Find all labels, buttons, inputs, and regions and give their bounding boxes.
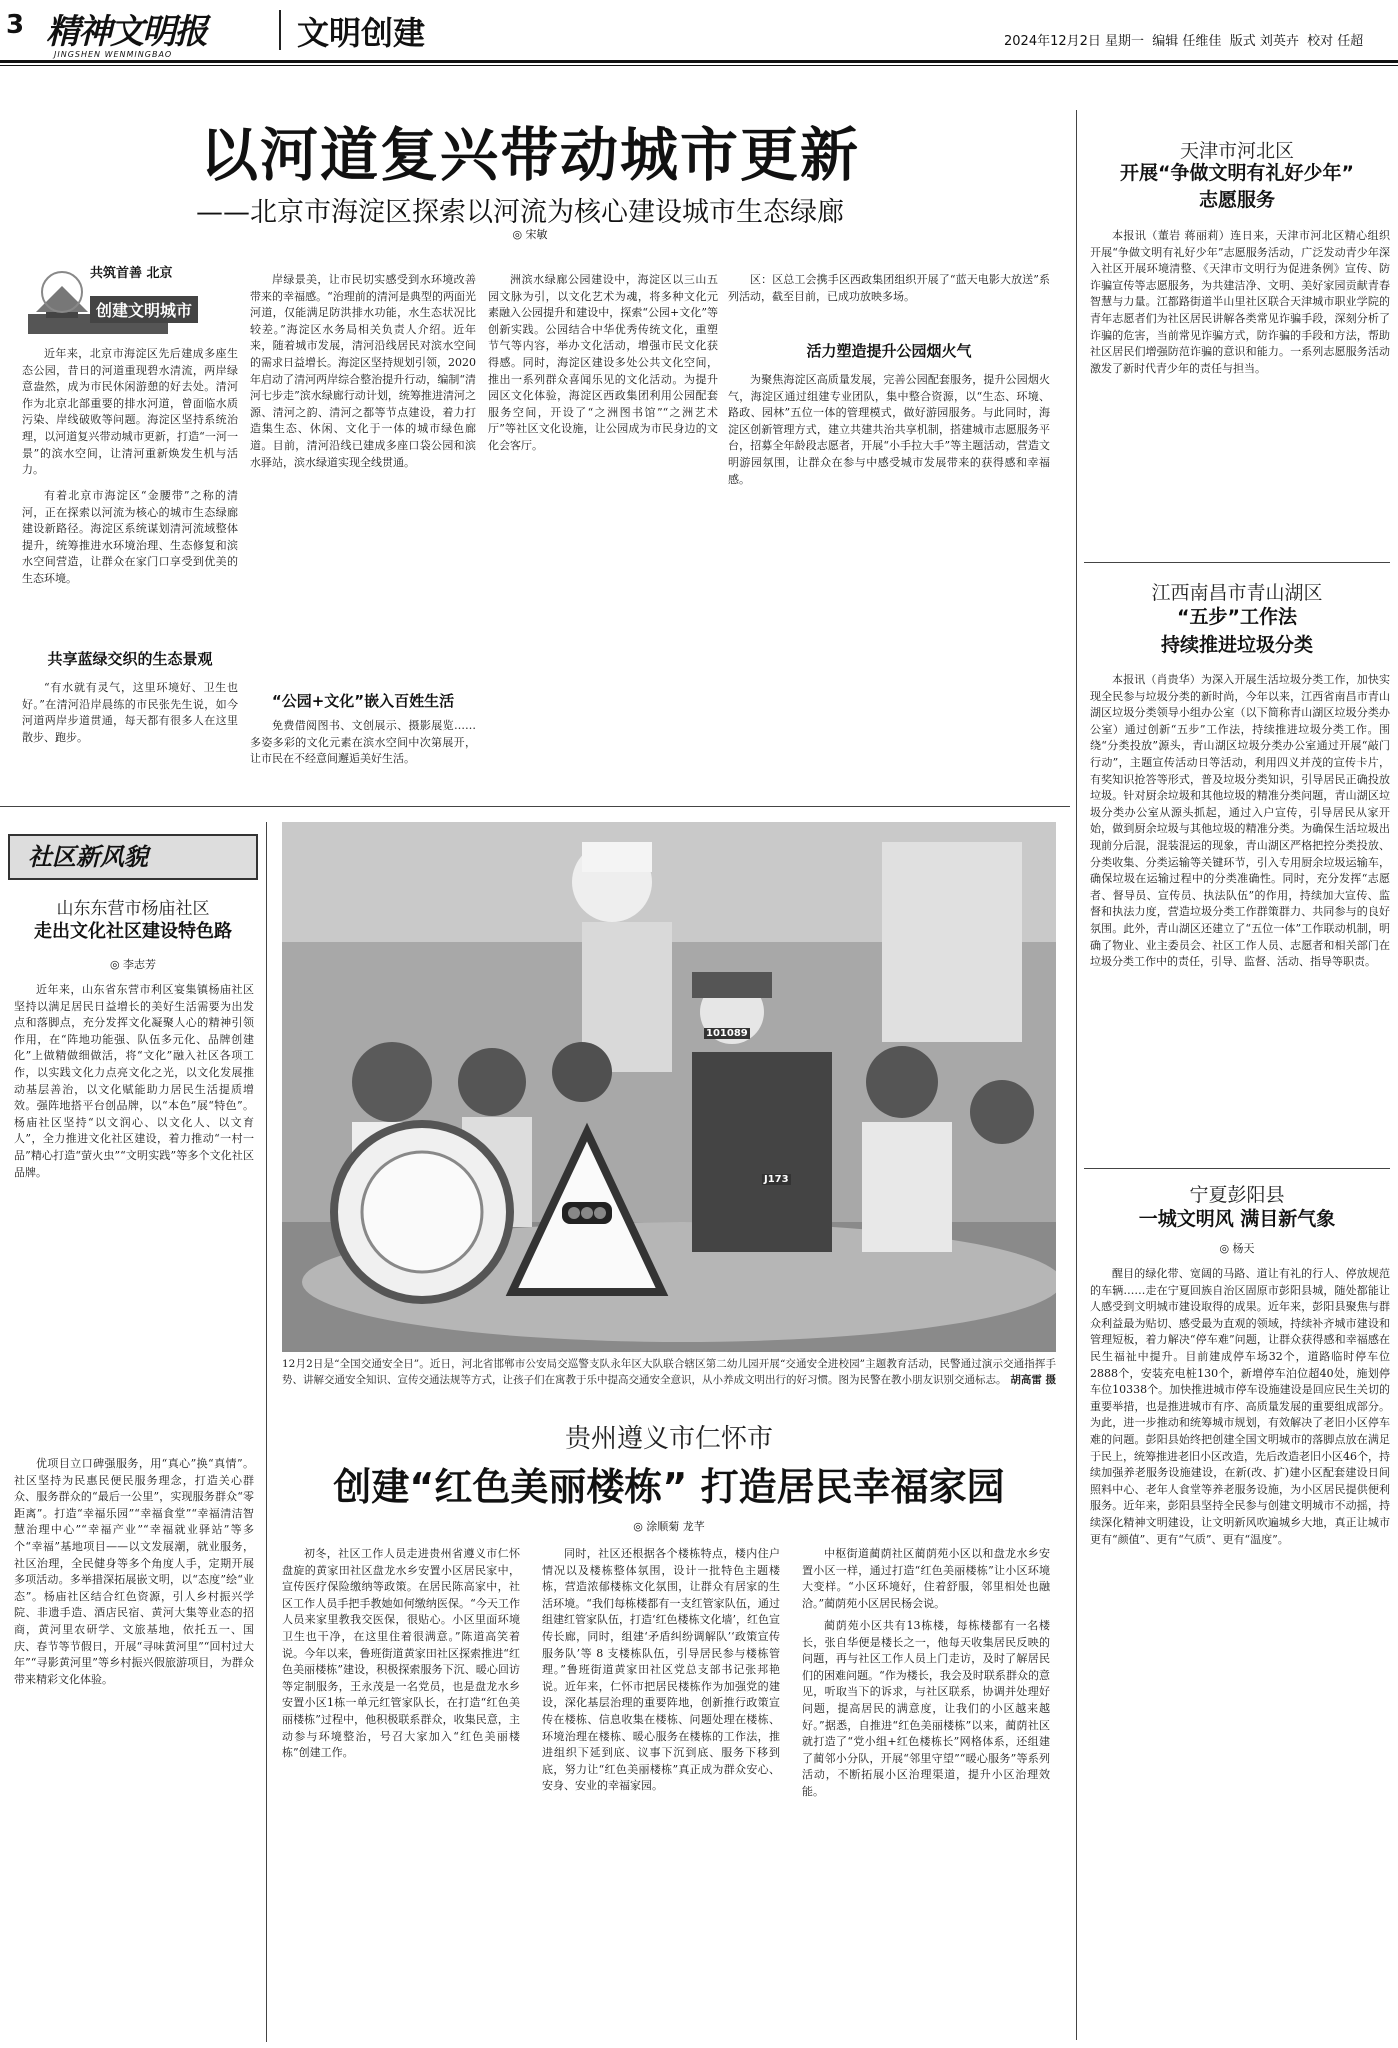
side3-author: 杨天 [1232,1242,1255,1255]
left-column-divider [266,822,267,2042]
lead-col4-text: 区：区总工会携手区西政集团组织开展了“蓝天电影大放送”系列活动，截至目前，已成功放映多场。 [728,273,1050,303]
community-location: 山东东营市杨庙社区 [56,899,210,919]
side3-text: 醒目的绿化带、宽阔的马路、道让有礼的行人、停放规范的车辆……走在宁夏回族自治区固原市彭阳县城，随处都能让人感受到文明城市建设取得的成果。近年来，彭阳县聚焦与群众利益最为贴切、感受最为直观的领域，持续补齐城市建设和管理短板，着力解决“停车难”问题，让群众获得感和幸福感在民生福祉中提升。目前建成停车场32个，道路临时停车位2888个，安装充电桩130个，新增停车泊位超40处，施划停车位10338个。加快推进城市停车设施建设是回应民生关切的重要举措，也是推进城市有序、高质量发展的重要组成部分。为此，进一步推动和统筹城市规划，有效解决了老旧小区停车难的问题。彭阳县始终把创建全国文明城市的落脚点放在满足于民上，统筹推进老旧小区改造，先后改造老旧小区46个，持续加强养老服务设施建设，在新(改、扩)建小区配套建设日间照料中心、老年人食堂等养老服务设施，为小区居民提供便利服务。近年来，彭阳县坚持全民参与创建文明城市不动摇，持续深化精神文明建设，让文明新风吹遍城乡大地，真正让城市更有“颜值”、更有“气质”、更有“温度”。 [1090,1267,1390,1546]
zunyi-col2: 同时，社区还根据各个楼栋特点，楼内住户情况以及楼栋整体氛围，设计一批特色主题楼栋，营造浓郁楼栋文化氛围，让群众有居家的生活环境。“我们每栋楼都有一支红管家队伍，通过组建红管家队伍，打造‘红色楼栋文化墙’，红色宣传长廊，同时，组建‘矛盾纠纷调解队’‘政策宣传服务队’等 8 支楼栋队伍，引导居民参与楼栋管理。”鲁班街道黄家田社区党总支部书记张邦艳说。近年来，仁怀市把居民楼栋作为加强党的建设，深化基层治理的重要阵地，创新推行政策宣传在楼栋、信息收集在楼栋、问题处理在楼栋、环境治理在楼栋、暖心服务在楼栋的工作法，推进组织下延到底、议事下沉到底、服务下移到底，努力让“红色美丽楼栋”真正成为群众安心、安身、安业的幸福家园。 [542,1547,780,1793]
header-divider [279,10,281,50]
zunyi-col1: 初冬，社区工作人员走进贵州省遵义市仁怀盘旋的黄家田社区盘龙水乡安置小区居民家中，宣传医疗保险缴纳等政策。在居民陈高家中，社区工作人员手把手教她如何缴纳医保。“今天工作人员来家里教我交医保，很贴心。小区里面环境卫生也干净，在这里住着很满意。”陈道高笑着说。今年以来，鲁班街道黄家田社区探索推进“红色美丽楼栋”建设，积极探索服务下沉、暖心回访等定制服务，王永茂是一名党员，也是盘龙水乡安置小区1栋一单元红管家队长，在打造“红色美丽楼栋”过程中，他积极联系群众，收集民意，主动参与环境整治，号召大家加入“红色美丽楼栋”创建工作。 [282,1547,520,1760]
zunyi-col3b: 蔺荫苑小区共有13栋楼，每栋楼都有一名楼长，张自华便是楼长之一，他每天收集居民反映的问题，再与社区工作人员上门走访，及时了解居民们的困难问题。“作为楼长，我会及时联系群众的意见，听取当下的诉求，与社区联系，协调并处理好问题，提高居民的满意度，让我们的小区越来越好。”据悉，自推进“红色美丽楼栋”以来，蔺荫社区就打造了“党小组+红色楼栋长”网格体系，还组建了蔺邻小分队，开展“邻里守望”“暖心服务”等系列活动，不断拓展小区治理渠道，提升小区治理效能。 [802,1619,1050,1798]
community-banner [8,834,258,880]
traffic-safety-photo-illustration [282,822,1056,1352]
photo-caption [282,1356,1056,1388]
community-text: 近年来，山东省东营市利区宴集镇杨庙社区坚持以满足居民日益增长的美好生活需要为出发点和落脚点，充分发挥文化凝聚人心的精神引领作用，在“阵地功能强、队伍多元化、品牌创建化”上做精做细做活，将“文化”融入社区各项工作，以实践文化力点亮文化之光，以文化发展推动基层善治，以文化赋能助力居民生活提质增效。强阵地搭平台创品牌，以“本色”展“特色”。杨庙社区坚持“以文润心、以文化人、以文育人”，全力推进文化社区建设，着力推动“一村一品”精心打造“萤火虫”“文明实践”等多个文化社区品牌。 [14,983,254,1179]
community-byline: ◎ 李志芳 [109,958,157,971]
lead-author: 宋敏 [525,228,548,241]
lead-col2-text: 岸绿景美，让市民切实感受到水环境改善带来的幸福感。“治理前的清河是典型的两面光河道，仅能满足防洪排水功能，水生态状况比较差。”海淀区水务局相关负责人介绍。近年来，随着城市发展，清河沿线居民对滨水空间的需求日益增长。海淀区坚持规划引领，2020年启动了清河两岸综合整治提升行动，编制“清河七步走”滨水绿廊行动计划，统筹推进清河之源、清河之韵、清河之都等节点建设，着力打造集生态、休闲、文化于一体的城市绿色廊道。目前，清河沿线已建成多座口袋公园和滨水驿站，滨水绿道实现全线贯通。 [250,273,476,469]
community-title: 走出文化社区建设特色路 [34,921,232,942]
lead-col3-text: 洲滨水绿廊公园建设中，海淀区以三山五园文脉为引，以文化艺术为魂，将多种文化元素融入公园提升和建设中，探索“公园+文化”等创新实践。公园结合中华优秀传统文化，重塑节气等内容，举办文化活动，增强市民文化获得感。同时，海淀区建设多处公共文化空间，推出一系列群众喜闻乐见的文化活动。为提升园区文化体验，海淀区西政集团利用公园配套服务空间，开设了“之洲图书馆”“之洲艺术厅”等社区文化设施，让公园成为市民身边的文化会客厅。 [488,273,718,452]
side2-bottom-rule [1084,1168,1390,1169]
lead-byline: ◎ 宋敏 [512,228,548,241]
community-text2: 优项目立口碑强服务，用“真心”换“真情”。社区坚持为民惠民便民服务理念，打造关心群众、服务群众的“最后一公里”，实现服务群众“零距离”。打造“幸福乐园”“幸福食堂”“幸福清洁智慧治理中心”“幸福产业”“幸福就业驿站”等多个“幸福”基地项目——以文发展潮，就业服务，社区治理，全民健身等多个角度人手，定期开展多项活动。多举措深拓展嵌文明，以“态度”绘“业态”。杨庙社区结合红色资源，引人乡村振兴学院、非遗手造、酒店民宿、黄河大集等业态的招商，黄河里农研学、文旅基地，依托五一、国庆、春节等节假日，开展“寻味黄河里”“回村过大年”“寻影黄河里”等乡村振兴假旅游项目，为群众带来精彩文化体验。 [14,1457,254,1686]
zunyi-location: 贵州遵义市仁怀市 [564,1424,773,1454]
lead-col1-text2: 有着北京市海淀区“金腰带”之称的清河，正在探索以河流为核心的城市生态绿廊建设新路径。海淀区系统谋划清河流域整体提升，统筹推进水环境治理、生态修复和滨水空间营造，让群众在家门口享受到优美的生态环境。 [22,489,238,585]
lead-col1-text3: “有水就有灵气，这里环境好、卫生也好。”在清河沿岸晨练的市民张先生说，如今河道两岸步道贯通，每天都有很多人在这里散步、跑步。 [22,681,238,744]
lead-bottom-rule [0,806,1070,807]
lead-subtitle: ——北京市海淀区探索以河流为核心建设城市生态绿廊 [196,197,844,228]
header-info [1004,30,1363,49]
lead-col1-heading: 共享蓝绿交织的生态景观 [47,650,213,668]
side1-title-line2: 志愿服务 [1198,189,1275,211]
editor: 编辑 任维佳 [1152,34,1222,49]
lead-col2-heading: “公园+文化”嵌入百姓生活 [271,692,455,710]
community-banner-text: 社区新风貌 [28,843,148,871]
side1-bottom-rule [1084,562,1390,563]
civilization-logo [22,262,227,342]
lead-title: 以河道复兴带动城市更新 [199,121,860,189]
badge-number2: J173 [764,1174,789,1185]
proofreader: 校对 任超 [1307,34,1364,49]
badge-number: 101089 [706,1028,748,1039]
page-number: 3 [6,10,25,40]
paper-name: 精神文明报 [46,12,206,52]
news-photo [282,822,1056,1352]
side2-text: 本报讯（肖贵华）为深入开展生活垃圾分类工作，加快实现全民参与垃圾分类的新时尚，今年以来，江西省南昌市青山湖区垃圾分类领导小组办公室（以下简称青山湖区垃圾分类办公室）通过创新“五步”工作法，持续推进垃圾分类工作。围绕“分类投放”源头，青山湖区垃圾分类办公室通过开展“敲门行动”，主题宣传活动日等活动，利用四义并茂的宣传卡片，有奖知识抢答等形式，普及垃圾分类知识，引导居民正确投放垃圾。针对厨余垃圾和其他垃圾的精准分类问题，青山湖区垃圾分类办公室从源头抓起，通过入户宣传，引导居民从家开始，做到厨余垃圾与其他垃圾的精准分类。为确保生活垃圾出现前分后混，混装混运的现象，青山湖区严格把控分类投放、分类收集、分类运输等关键环节，引入专用厨余垃圾运输车，确保垃圾在运输过程中的分类准确性。同时，充分发挥“志愿者、督导员、宣传员、执法队伍”的作用，持续加大宣传、监督和执法力度，营造垃圾分类工作群策群力、共同参与的良好氛围。此外，青山湖区还建立了“五位一体”工作联动机制，明确了物业、业主委员会、社区工作人员、志愿者和相关部门在垃圾分类工作中的责任，引导、监督、活动、指导等职责。 [1090,673,1390,969]
side3-byline: ◎ 杨天 [1219,1242,1255,1255]
side3-location: 宁夏彭阳县 [1189,1184,1285,1206]
photo-caption-text: 12月2日是“全国交通安全日”。近日，河北省邯郸市公安局交巡警支队永年区大队联合辖区第二幼儿园开展“交通安全进校园”主题教育活动，民警通过演示交通指挥手势、讲解交通安全知识、宣传交通法规等方式，让孩子们在寓教于乐中提高交通安全意识，从小养成文明出行的好习惯。图为民警在教小朋友识别交通标志。 [282,1358,1056,1386]
zunyi-col3: 中枢街道蔺荫社区蔺荫苑小区以和盘龙水乡安置小区一样，通过打造“红色美丽楼栋”让小区环境大变样。“小区环境好，住着舒服，邻里相处也融洽。”蔺荫苑小区居民杨会说。 [802,1547,1050,1610]
header-rule [0,60,1398,63]
designer: 版式 刘英卉 [1229,34,1299,49]
lead-col1-text: 近年来，北京市海淀区先后建成多座生态公园，昔日的河道重现碧水清流，两岸绿意盎然，成为市民休闲游憩的好去处。清河作为北京北部重要的排水河道，曾面临水质污染、岸线破败等问题。海淀区坚持系统治理，以河道复兴带动城市更新，打造“一河一景”的滨水空间，让清河重新焕发生机与活力。 [22,347,238,477]
side1-location: 天津市河北区 [1179,140,1294,162]
zunyi-byline: ◎ 涂顺菊 龙芊 [633,1520,705,1533]
section-name: 文明创建 [297,14,426,52]
community-author: 李志芳 [123,958,157,971]
right-column-divider [1076,110,1077,2040]
photo-credit: 胡高雷 摄 [1010,1374,1056,1386]
side1-text: 本报讯（董岩 蒋丽莉）连日来，天津市河北区精心组织开展“争做文明有礼好少年”志愿服务活动，广泛发动青少年深入社区开展环境清整、《天津市文明行为促进条例》宣传、防诈骗宣传等志愿服务，为共建洁净、文明、美好家园贡献青春智慧与力量。江都路街道半山里社区联合天津城市职业学院的青年志愿者们为社区居民讲解各类常见诈骗手段，深刻分析了诈骗的危害，当前常见诈骗方式，防诈骗的手段和方法，帮助社区居民们增强防范诈骗的意识和能力。一系列志愿服务活动激发了新时代青少年的责任与担当。 [1090,229,1390,375]
side1-title-line1: 开展“争做文明有礼好少年” [1120,162,1354,184]
logo-line1: 共筑首善 北京 [90,266,173,281]
lead-col2-text2: 免费借阅图书、文创展示、摄影展览……多姿多彩的文化元素在滨水空间中次第展开，让市民在不经意间邂逅美好生活。 [250,719,476,766]
side2-location: 江西南昌市青山湖区 [1151,582,1323,604]
side2-title-line2: 持续推进垃圾分类 [1160,634,1313,656]
publish-date: 2024年12月2日 星期一 [1004,34,1145,49]
header-rule-thin [0,65,1398,66]
side2-title-line1: “五步”工作法 [1177,606,1297,628]
side3-title: 一城文明风 满目新气象 [1138,1208,1336,1230]
paper-pinyin: JINGSHEN WENMINGBAO [54,50,173,59]
zunyi-authors: 涂顺菊 龙芊 [646,1520,705,1533]
lead-col4-heading: 活力塑造提升公园烟火气 [806,342,972,360]
lead-col4-text2: 为聚焦海淀区高质量发展，完善公园配套服务，提升公园烟火气，海淀区通过组建专业团队，集中整合资源，以“生态、环境、路政、园林”五位一体的管理模式，做好游园服务。与此同时，海淀区创新管理方式，建立共建共治共享机制，搭建城市志愿服务平台，招募全年龄段志愿者，开展“小手拉大手”等主题活动，营造文明游园氛围，让群众在参与中感受城市发展带来的获得感和幸福感。 [728,373,1050,486]
logo-line2: 创建文明城市 [90,296,198,323]
zunyi-title: 创建“红色美丽楼栋” 打造居民幸福家园 [333,1465,1005,1509]
